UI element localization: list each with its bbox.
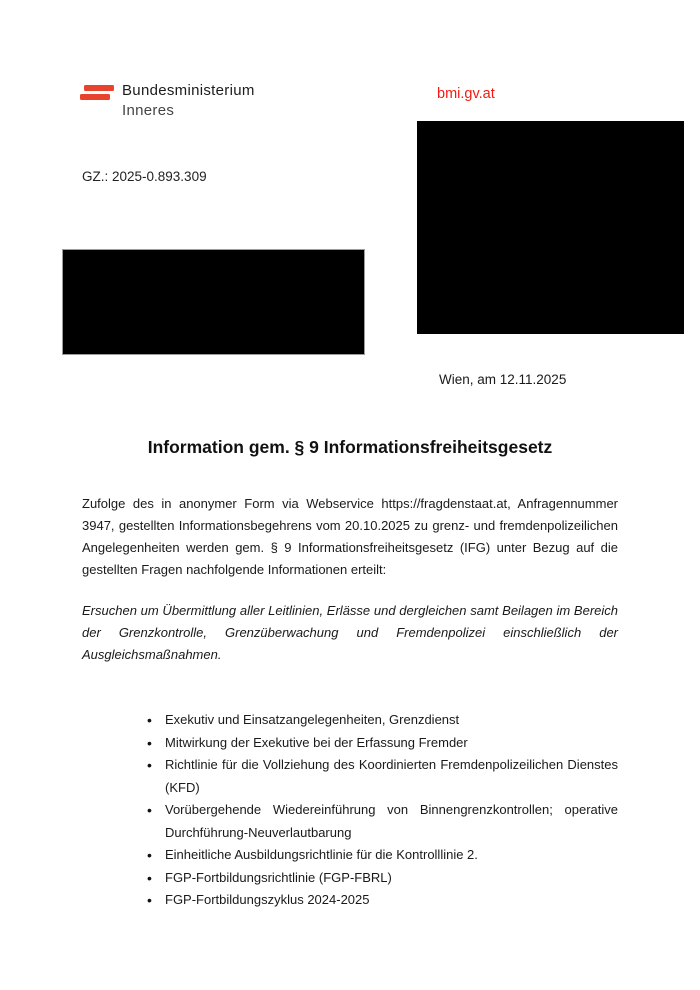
austrian-flag-icon	[80, 85, 114, 106]
reference-number: GZ.: 2025-0.893.309	[82, 169, 207, 184]
list-item: • FGP-Fortbildungszyklus 2024-2025	[165, 889, 618, 912]
place-date: Wien, am 12.11.2025	[439, 372, 567, 387]
intro-paragraph: Zufolge des in anonymer Form via Webservice https://fragdenstaat.at, Anfragennummer 3947, gestellten Informationsbegehrens vom 20.10.2025 zu grenz- und fremdenpolizeilichen Angelegenheiten werden gem. § 9 Informationsfreiheitsgesetz (IFG) unter Bezug auf die gestellten Fragen nachfolgende Informationen erteilt:	[82, 496, 618, 577]
redaction-block-right	[417, 121, 684, 334]
list-item: • Einheitliche Ausbildungsrichtlinie für die Kontrolllinie 2.	[165, 844, 618, 867]
list-item: • FGP-Fortbildungsrichtlinie (FGP-FBRL)	[165, 867, 618, 890]
request-paragraph: Ersuchen um Übermittlung aller Leitlinien, Erlässe und dergleichen samt Beilagen im Bereich der Grenzkontrolle, Grenzüberwachung und Fremdenpolizei einschließlich der Ausgleichsmaßnahmen.	[82, 603, 618, 662]
ministry-name: Bundesministerium	[122, 82, 255, 99]
redaction-block-left	[62, 249, 365, 355]
ministry-department: Inneres	[122, 102, 175, 119]
list-item: • Exekutiv und Einsatzangelegenheiten, Grenzdienst	[165, 709, 618, 732]
list-item: • Richtlinie für die Vollziehung des Koordinierten Fremdenpolizeilichen Dienstes (KFD)	[165, 754, 618, 799]
ministry-brand	[122, 81, 255, 121]
topics-list	[82, 709, 618, 912]
website-link[interactable]: bmi.gv.at	[437, 86, 495, 102]
list-item: • Vorübergehende Wiedereinführung von Binnengrenzkontrollen; operative Durchführung-Neuverlautbarung	[165, 799, 618, 844]
document-title: Information gem. § 9 Informationsfreiheitsgesetz	[147, 437, 553, 457]
list-item: • Mitwirkung der Exekutive bei der Erfassung Fremder	[165, 732, 618, 755]
letter-body	[82, 436, 618, 912]
